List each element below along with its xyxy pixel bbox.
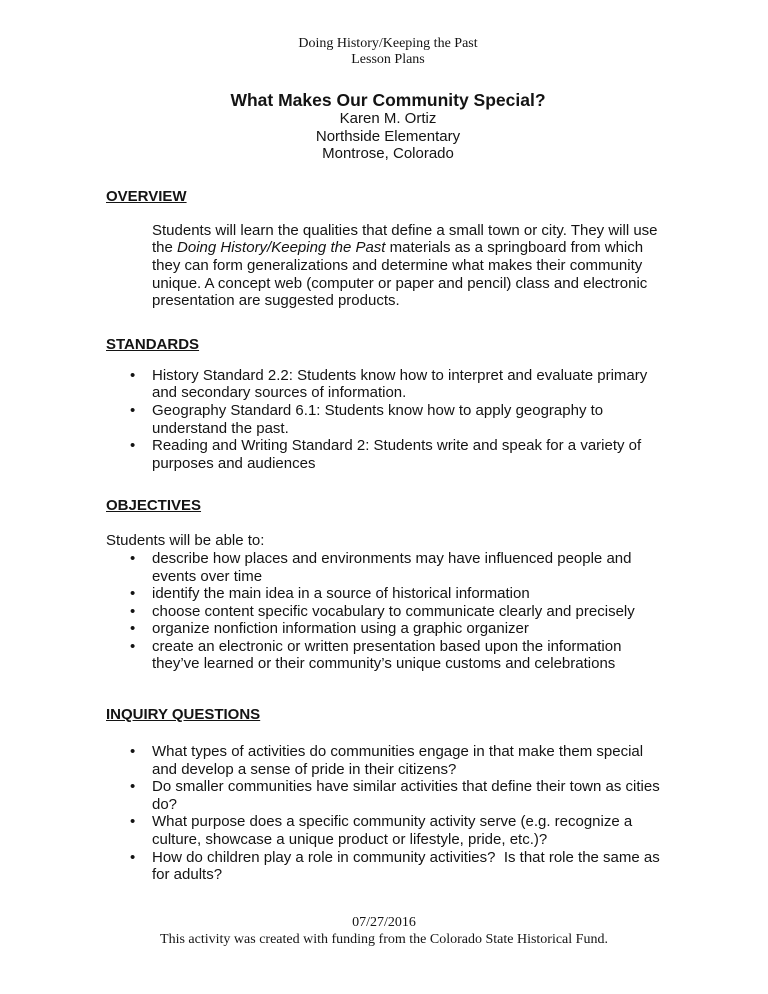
bullet-icon: • — [130, 549, 136, 567]
list-item-text: History Standard 2.2: Students know how to interpret and evaluate primary and secondary sources of information. — [152, 366, 652, 402]
list-item — [106, 585, 670, 603]
bullet-icon: • — [130, 602, 136, 620]
list-item-text: organize nonfiction information using a graphic organizer — [152, 620, 529, 638]
page-footer — [0, 914, 768, 948]
list-item — [106, 849, 670, 884]
list-item — [106, 813, 670, 848]
list-item-text: What purpose does a specific community activity serve (e.g. recognize a culture, showcase a unique product or lifestyle, pride, etc.)? — [152, 813, 637, 849]
section-overview — [106, 163, 670, 310]
list-item — [106, 367, 670, 402]
list-item — [106, 743, 670, 778]
section-objectives — [106, 472, 670, 673]
list-item — [106, 437, 670, 472]
bullet-icon: • — [130, 585, 136, 603]
list-item — [106, 550, 670, 585]
section-inquiry-questions — [106, 673, 670, 884]
page-title: What Makes Our Community Special? — [230, 90, 546, 110]
list-item-text: create an electronic or written presentation based upon the information they’ve learned or their community’s unique customs and celebrations — [152, 637, 626, 673]
footer-credit: This activity was created with funding from the Colorado State Historical Fund. — [160, 932, 608, 947]
overview-paragraph-pre: Students will learn the qualities that define a small town or city. They will use the — [152, 221, 662, 257]
section-standards — [106, 310, 670, 473]
bullet-icon: • — [130, 848, 136, 866]
list-item-text: choose content specific vocabulary to communicate clearly and precisely — [152, 602, 635, 620]
inquiry-questions-list — [106, 743, 670, 884]
list-item-text: describe how places and environments may have influenced people and events over time — [152, 549, 636, 585]
standards-list — [106, 367, 670, 473]
list-item-text: What types of activities do communities engage in that make them special and develop a sense of pride in their citizens? — [152, 743, 648, 778]
bullet-icon: • — [130, 778, 136, 796]
objectives-intro: Students will be able to: — [106, 532, 265, 550]
list-item-text: Do smaller communities have similar activities that define their town as cities do? — [152, 778, 664, 813]
objectives-heading: OBJECTIVES — [106, 497, 202, 515]
bullet-icon: • — [130, 620, 136, 638]
bullet-icon: • — [130, 637, 136, 655]
author-line: Karen M. Ortiz — [339, 110, 437, 127]
list-item-text: How do children play a role in community activities? Is that role the same as for adults? — [152, 848, 664, 884]
list-item — [106, 620, 670, 638]
footer-date: 07/27/2016 — [352, 915, 416, 930]
bullet-icon: • — [130, 401, 136, 419]
overview-paragraph-italic: Doing History/Keeping the Past — [177, 239, 386, 257]
standards-heading: STANDARDS — [106, 335, 200, 353]
list-item — [106, 603, 670, 621]
bullet-icon: • — [130, 366, 136, 384]
list-item — [106, 402, 670, 437]
school-line: Northside Elementary — [315, 127, 461, 145]
running-header — [106, 36, 670, 68]
bullet-icon: • — [130, 743, 136, 761]
running-header-line1: Doing History/Keeping the Past — [298, 36, 478, 51]
objectives-list — [106, 550, 670, 673]
inquiry-questions-heading: INQUIRY QUESTIONS — [106, 706, 261, 724]
overview-paragraph-post: materials as a springboard from which they can form generalizations and determine what makes their community unique. A concept web (computer or paper and pencil) class and electronic presentation are suggested products. — [152, 239, 652, 310]
list-item-text: identify the main idea in a source of historical information — [152, 585, 530, 603]
overview-paragraph — [152, 222, 670, 310]
title-block — [106, 90, 670, 163]
list-item-text: Geography Standard 6.1: Students know how to apply geography to understand the past. — [152, 401, 608, 437]
list-item-text: Reading and Writing Standard 2: Students write and speak for a variety of purposes and audiences — [152, 437, 646, 472]
location-line: Montrose, Colorado — [322, 145, 454, 163]
list-item — [106, 778, 670, 813]
overview-heading: OVERVIEW — [106, 187, 187, 205]
list-item — [106, 638, 670, 673]
running-header-line2: Lesson Plans — [351, 52, 425, 67]
bullet-icon: • — [130, 813, 136, 831]
bullet-icon: • — [130, 437, 136, 455]
